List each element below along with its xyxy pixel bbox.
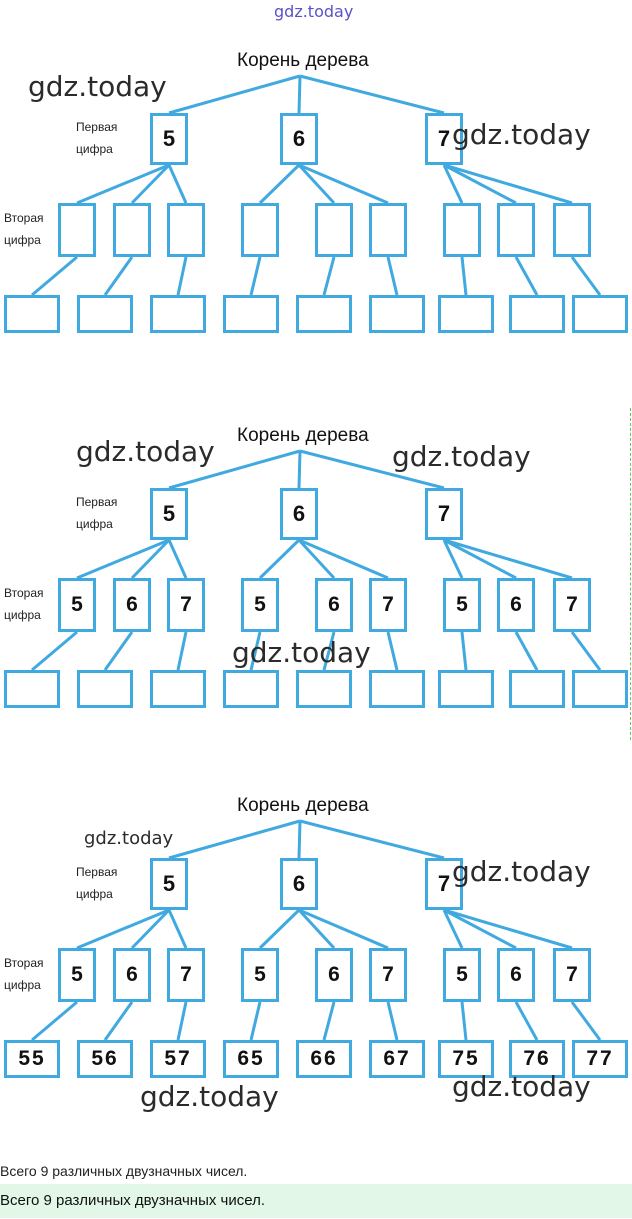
root-to-first-line [169, 821, 300, 858]
second-digit-box: 5 [241, 578, 279, 632]
two-digit-number-box [150, 295, 206, 333]
second-digit-box: 6 [315, 948, 353, 1002]
root-to-first-line [169, 76, 300, 113]
first-digit-label: Первая цифра [76, 495, 118, 531]
first-to-second-line [77, 910, 169, 948]
two-digit-number-box: 56 [77, 1040, 133, 1078]
first-to-second-line [260, 910, 299, 948]
two-digit-number-box: 66 [296, 1040, 352, 1078]
second-digit-box: 7 [369, 948, 407, 1002]
two-digit-number-box: 75 [438, 1040, 494, 1078]
root-to-first-line [300, 821, 444, 858]
second-digit-box: 7 [553, 578, 591, 632]
watermark: gdz.today [392, 440, 531, 473]
second-to-leaf-line [388, 632, 397, 670]
second-to-leaf-line [462, 1002, 466, 1040]
two-digit-number-box [369, 670, 425, 708]
top-watermark: gdz.today [274, 2, 354, 21]
first-digit-box: 7 [425, 488, 463, 540]
first-to-second-line [169, 540, 186, 578]
second-to-leaf-line [516, 257, 537, 295]
second-digit-box [369, 203, 407, 257]
second-to-leaf-line [178, 632, 186, 670]
dashed-divider [630, 408, 631, 740]
first-to-second-line [299, 540, 334, 578]
second-to-leaf-line [251, 257, 260, 295]
two-digit-number-box [369, 295, 425, 333]
first-to-second-line [132, 540, 169, 578]
first-digit-box: 7 [425, 113, 463, 165]
second-to-leaf-line [516, 632, 537, 670]
second-to-leaf-line [105, 257, 132, 295]
second-to-leaf-line [105, 632, 132, 670]
two-digit-number-box [296, 670, 352, 708]
two-digit-number-box: 77 [572, 1040, 628, 1078]
root-to-first-line [169, 451, 300, 488]
watermark: gdz.today [452, 118, 591, 151]
second-digit-box: 6 [315, 578, 353, 632]
first-digit-box: 5 [150, 113, 188, 165]
first-digit-box: 6 [280, 113, 318, 165]
second-digit-box: 5 [241, 948, 279, 1002]
second-to-leaf-line [324, 1002, 334, 1040]
second-digit-box [315, 203, 353, 257]
second-digit-box: 6 [497, 948, 535, 1002]
first-to-second-line [132, 165, 169, 203]
first-to-second-line [299, 165, 388, 203]
second-digit-box: 6 [113, 578, 151, 632]
tree-root-title: Корень дерева [237, 795, 369, 816]
first-to-second-line [260, 165, 299, 203]
two-digit-number-box [438, 295, 494, 333]
two-digit-number-box [4, 295, 60, 333]
two-digit-number-box: 57 [150, 1040, 206, 1078]
second-digit-box: 6 [113, 948, 151, 1002]
second-digit-box: 5 [443, 948, 481, 1002]
second-to-leaf-line [251, 1002, 260, 1040]
second-digit-box: 6 [497, 578, 535, 632]
second-to-leaf-line [516, 1002, 537, 1040]
second-to-leaf-line [572, 257, 600, 295]
second-to-leaf-line [105, 1002, 132, 1040]
second-digit-box [553, 203, 591, 257]
second-digit-box [241, 203, 279, 257]
two-digit-number-box [150, 670, 206, 708]
first-to-second-line [260, 540, 299, 578]
second-digit-label: Вторая цифра [4, 586, 44, 622]
tree-root-title: Корень дерева [237, 425, 369, 446]
second-digit-box [167, 203, 205, 257]
first-digit-label: Первая цифра [76, 120, 118, 156]
two-digit-number-box [77, 295, 133, 333]
second-digit-box [497, 203, 535, 257]
first-to-second-line [299, 910, 334, 948]
second-to-leaf-line [178, 1002, 186, 1040]
two-digit-number-box [296, 295, 352, 333]
first-digit-box: 7 [425, 858, 463, 910]
footnote-text: Всего 9 различных двузначных чисел. [0, 1163, 248, 1179]
two-digit-number-box: 65 [223, 1040, 279, 1078]
two-digit-number-box [223, 670, 279, 708]
second-digit-box: 5 [58, 578, 96, 632]
first-to-second-line [299, 540, 388, 578]
first-digit-box: 5 [150, 858, 188, 910]
second-to-leaf-line [251, 632, 260, 670]
watermark: gdz.today [84, 828, 174, 849]
second-to-leaf-line [388, 1002, 397, 1040]
second-to-leaf-line [32, 632, 77, 670]
root-to-first-line [300, 76, 444, 113]
second-digit-box: 5 [443, 578, 481, 632]
first-digit-box: 6 [280, 488, 318, 540]
second-digit-box: 7 [167, 948, 205, 1002]
second-to-leaf-line [32, 1002, 77, 1040]
first-digit-box: 5 [150, 488, 188, 540]
two-digit-number-box [509, 295, 565, 333]
second-digit-box [58, 203, 96, 257]
watermark: gdz.today [76, 435, 215, 468]
first-digit-label: Первая цифра [76, 865, 118, 901]
first-to-second-line [169, 910, 186, 948]
first-to-second-line [299, 910, 388, 948]
two-digit-number-box [509, 670, 565, 708]
two-digit-number-box [77, 670, 133, 708]
first-to-second-line [77, 540, 169, 578]
first-to-second-line [132, 910, 169, 948]
two-digit-number-box: 76 [509, 1040, 565, 1078]
watermark: gdz.today [452, 1070, 591, 1103]
second-digit-label: Вторая цифра [4, 956, 44, 992]
second-to-leaf-line [462, 257, 466, 295]
two-digit-number-box [438, 670, 494, 708]
watermark: gdz.today [140, 1080, 279, 1113]
second-digit-label: Вторая цифра [4, 211, 44, 247]
answer-banner: Всего 9 различных двузначных чисел. [0, 1184, 632, 1218]
second-to-leaf-line [462, 632, 466, 670]
second-to-leaf-line [388, 257, 397, 295]
second-to-leaf-line [32, 257, 77, 295]
second-to-leaf-line [324, 632, 334, 670]
two-digit-number-box: 55 [4, 1040, 60, 1078]
second-digit-box: 7 [369, 578, 407, 632]
watermark: gdz.today [452, 855, 591, 888]
root-to-first-line [299, 76, 300, 113]
first-to-second-line [299, 165, 334, 203]
tree-root-title: Корень дерева [237, 50, 369, 71]
first-to-second-line [77, 165, 169, 203]
second-digit-box [443, 203, 481, 257]
second-to-leaf-line [572, 1002, 600, 1040]
two-digit-number-box [572, 295, 628, 333]
two-digit-number-box [572, 670, 628, 708]
second-digit-box: 7 [553, 948, 591, 1002]
first-digit-box: 6 [280, 858, 318, 910]
root-to-first-line [299, 451, 300, 488]
two-digit-number-box: 67 [369, 1040, 425, 1078]
watermark: gdz.today [28, 70, 167, 103]
watermark: gdz.today [232, 636, 371, 669]
two-digit-number-box [4, 670, 60, 708]
second-to-leaf-line [178, 257, 186, 295]
first-to-second-line [169, 165, 186, 203]
second-digit-box: 5 [58, 948, 96, 1002]
root-to-first-line [300, 451, 444, 488]
second-digit-box: 7 [167, 578, 205, 632]
second-to-leaf-line [324, 257, 334, 295]
two-digit-number-box [223, 295, 279, 333]
second-digit-box [113, 203, 151, 257]
root-to-first-line [299, 821, 300, 858]
second-to-leaf-line [572, 632, 600, 670]
